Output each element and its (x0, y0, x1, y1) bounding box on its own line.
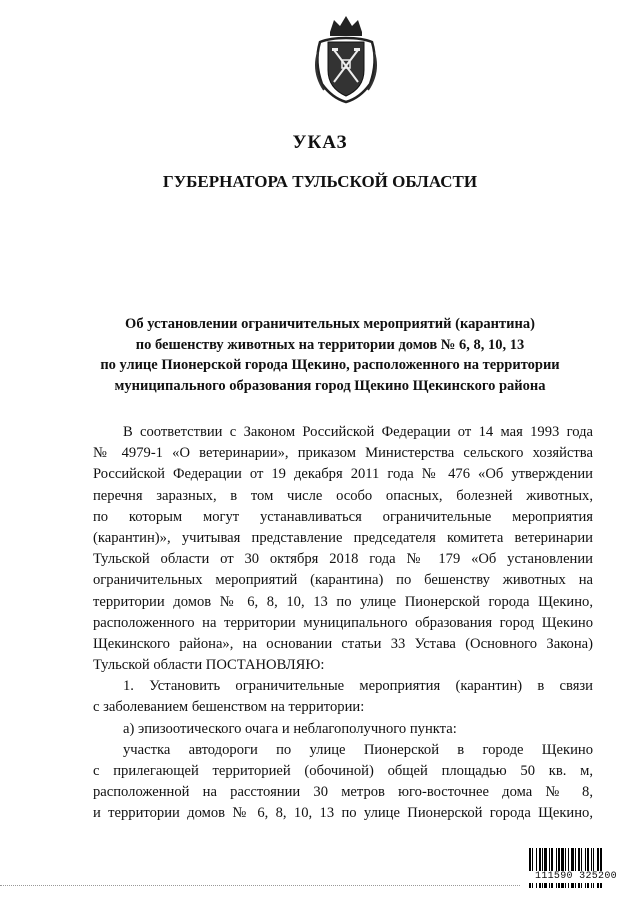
barcode-number: 111590 325200 (528, 871, 624, 883)
document-issuer: ГУБЕРНАТОРА ТУЛЬСКОЙ ОБЛАСТИ (162, 172, 478, 191)
body-line: 1. Установить ограничительные мероприятия (карантин) в связи (123, 678, 593, 695)
body-line: а) эпизоотического очага и неблагополучного пункта: (123, 720, 457, 737)
decree-subject (70, 314, 590, 396)
subject-line: по улице Пионерской города Щекино, расположенного на территории (100, 357, 560, 373)
body-line: с прилегающей территорией (обочиной) общей площадью 50 кв. м, (93, 763, 593, 779)
body-line: Тульской области ПОСТАНОВЛЯЮ: (93, 657, 325, 674)
body-line: с заболеванием бешенством на территории: (93, 699, 365, 716)
decree-body (93, 422, 593, 825)
body-line: расположенного на территории муниципального образования город Щекино (93, 614, 593, 631)
body-line: В соответствии с Законом Российской Федерации от 14 мая 1993 года (123, 424, 593, 440)
subject-line: муниципального образования город Щекино Щекинского района (114, 377, 546, 394)
body-line: (карантин)», учитывая представление председателя комитета ветеринарии (93, 529, 593, 546)
body-line: территории домов № 6, 8, 10, 13 по улице Пионерской города Щекино, (93, 593, 593, 610)
subject-line: Об установлении ограничительных мероприятий (карантина) (125, 316, 535, 332)
body-line: по которым могут устанавливаться ограничительные мероприятия (93, 508, 593, 525)
body-line: расположенной на расстоянии 30 метров юго-восточнее дома № 8, (93, 784, 593, 801)
subject-line: по бешенству животных на территории домов № 6, 8, 10, 13 (135, 336, 525, 353)
body-line: участка автодороги по улице Пионерской в городе Щекино (123, 741, 593, 758)
body-line: перечня заразных, в том числе особо опасных, болезней животных, (93, 487, 593, 504)
body-line: Тульской области от 30 октября 2018 года № 179 «Об установлении (93, 551, 593, 568)
body-line: и территории домов № 6, 8, 10, 13 по улице Пионерской города Щекино, (93, 805, 593, 822)
body-line: № 4979-1 «О ветеринарии», приказом Министерства сельского хозяйства (93, 445, 593, 462)
document-title: УКАЗ (292, 132, 348, 153)
body-line: Российской Федерации от 19 декабря 2011 года № 476 «Об утверждении (93, 466, 593, 483)
body-line: Щекинского района», на основании статьи 33 Устава (Основного Закона) (93, 635, 593, 652)
scan-edge-mark (0, 883, 520, 886)
body-line: ограничительных мероприятий (карантина) по бешенству животных на (93, 572, 593, 589)
coat-of-arms-emblem (312, 12, 380, 104)
